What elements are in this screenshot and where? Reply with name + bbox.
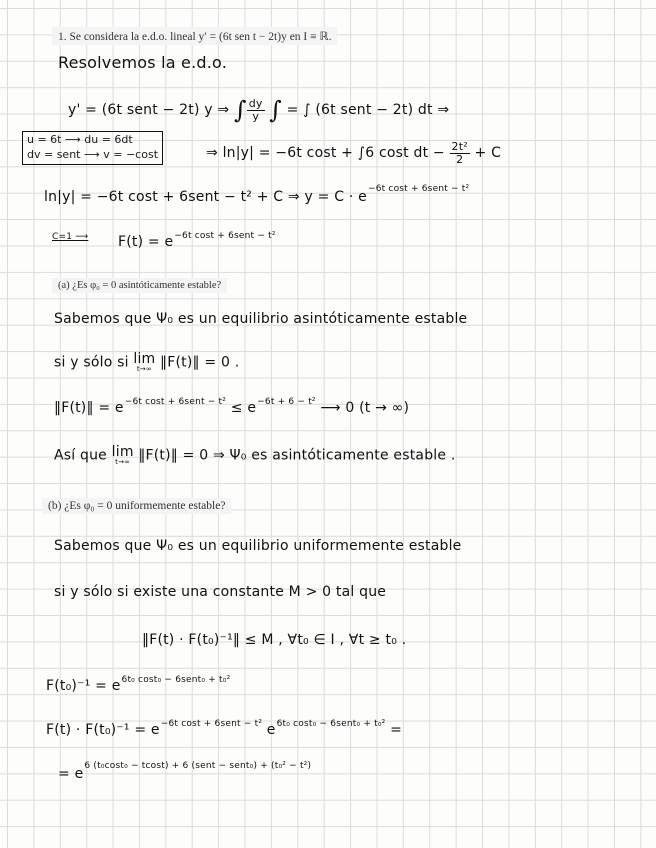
product-exponent-2: 6t₀ cost₀ − 6sent₀ + t₀² bbox=[276, 719, 386, 729]
norm-mid: ≤ e bbox=[226, 400, 257, 416]
general-solution-exponent: −6t cost + 6sent − t² bbox=[367, 184, 470, 194]
lim-sub-2: t→∞ bbox=[115, 458, 131, 466]
part-a-line-4-right: ‖F(t)‖ = 0 ⇒ Ψ₀ es asintóticamente estable . bbox=[133, 447, 456, 464]
problem-statement: 1. Se considera la e.d.o. lineal y′ = (6t sen t − 2t)y en I ≡ ℝ. bbox=[52, 27, 337, 45]
integral-sign: ∫ bbox=[234, 96, 247, 124]
ode-right: = ∫ (6t sent − 2t) dt ⇒ bbox=[282, 102, 450, 118]
c-equals-one-label: C=1 ⟶ bbox=[52, 232, 89, 242]
part-a-line-2-left: si y sólo si bbox=[54, 354, 134, 371]
part-b-inverse-line bbox=[46, 675, 231, 694]
frac2-den: 2 bbox=[456, 152, 464, 166]
part-a-line-4 bbox=[54, 445, 455, 466]
part-b-line-1: Sabemos que Ψ₀ es un equilibrio uniformemente estable bbox=[54, 538, 462, 554]
integration-by-parts-box bbox=[22, 131, 163, 165]
norm-right: ⟶ 0 (t → ∞) bbox=[315, 400, 410, 416]
product-exponent-1: −6t cost + 6sent − t² bbox=[160, 719, 263, 729]
log-eq-tail: + C bbox=[469, 145, 502, 162]
part-a-line-1: Sabemos que Ψ₀ es un equilibrio asintóticamente estable bbox=[54, 311, 468, 327]
log-equation-line bbox=[206, 141, 501, 165]
fundamental-exponent: −6t cost + 6sent − t² bbox=[174, 231, 276, 241]
lim-word: lim bbox=[133, 351, 156, 367]
frac2-num: 2t² bbox=[451, 140, 468, 153]
part-b-question: (b) ¿Es φ₀ = 0 uniformemente estable? bbox=[42, 498, 231, 514]
ode-separation-line bbox=[68, 96, 449, 124]
part-b-combined-line bbox=[58, 761, 312, 782]
inverse-left: F(t₀)⁻¹ = e bbox=[46, 678, 121, 694]
product-right: = bbox=[385, 722, 403, 738]
limit-symbol bbox=[133, 352, 155, 373]
part-a-line-2 bbox=[54, 352, 239, 373]
part-b-uniform-bound: ‖F(t) · F(t₀)⁻¹‖ ≤ M , ∀t₀ ∈ I , ∀t ≥ t₀ . bbox=[142, 632, 407, 648]
norm-exponent-1: −6t cost + 6sent − t² bbox=[124, 397, 227, 407]
general-solution-left: ln|y| = −6t cost + 6sent − t² + C ⇒ y = C · e bbox=[44, 189, 367, 205]
fundamental-matrix-line bbox=[118, 231, 276, 250]
fundamental-left: F(t) = e bbox=[118, 234, 174, 250]
dy-over-y-fraction bbox=[247, 98, 265, 122]
product-left: F(t) · F(t₀)⁻¹ = e bbox=[46, 722, 160, 738]
combined-left: = e bbox=[58, 766, 84, 782]
part-a-line-4-left: Así que bbox=[54, 447, 112, 464]
frac-den: y bbox=[252, 109, 260, 123]
parts-dv-line: dv = sent ⟶ v = −cost bbox=[27, 147, 159, 161]
norm-left: ‖F(t)‖ = e bbox=[54, 400, 124, 416]
lim-word-2: lim bbox=[111, 444, 134, 460]
part-a-line-3 bbox=[54, 397, 410, 416]
product-mid: e bbox=[262, 722, 276, 738]
log-eq-text: ⇒ ln|y| = −6t cost + ∫6 cost dt − bbox=[206, 145, 450, 162]
general-solution-line bbox=[44, 184, 470, 205]
integral-sign-2: ∫ bbox=[269, 96, 282, 124]
inverse-exponent: 6t₀ cost₀ − 6sent₀ + t₀² bbox=[121, 675, 231, 685]
limit-symbol-2 bbox=[112, 445, 134, 466]
parts-u-line: u = 6t ⟶ du = 6dt bbox=[27, 133, 133, 146]
part-a-question: (a) ¿Es φ₀ = 0 asintóticamente estable? bbox=[52, 278, 227, 293]
part-b-product-line bbox=[46, 719, 403, 738]
combined-exponent: 6 (t₀cost₀ − tcost) + 6 (sent − sent₀) + (t₀² − t²) bbox=[84, 761, 312, 771]
part-a-line-2-right: ‖F(t)‖ = 0 . bbox=[155, 354, 240, 371]
frac-num: dy bbox=[248, 96, 263, 110]
norm-exponent-2: −6t + 6 − t² bbox=[257, 397, 316, 407]
t-squared-fraction bbox=[450, 141, 470, 165]
section-intro-title: Resolvemos la e.d.o. bbox=[58, 53, 228, 72]
ode-left: y' = (6t sent − 2t) y ⇒ bbox=[68, 102, 234, 118]
lim-sub: t→∞ bbox=[136, 365, 152, 373]
part-b-line-2: si y sólo si existe una constante M > 0 tal que bbox=[54, 584, 387, 600]
